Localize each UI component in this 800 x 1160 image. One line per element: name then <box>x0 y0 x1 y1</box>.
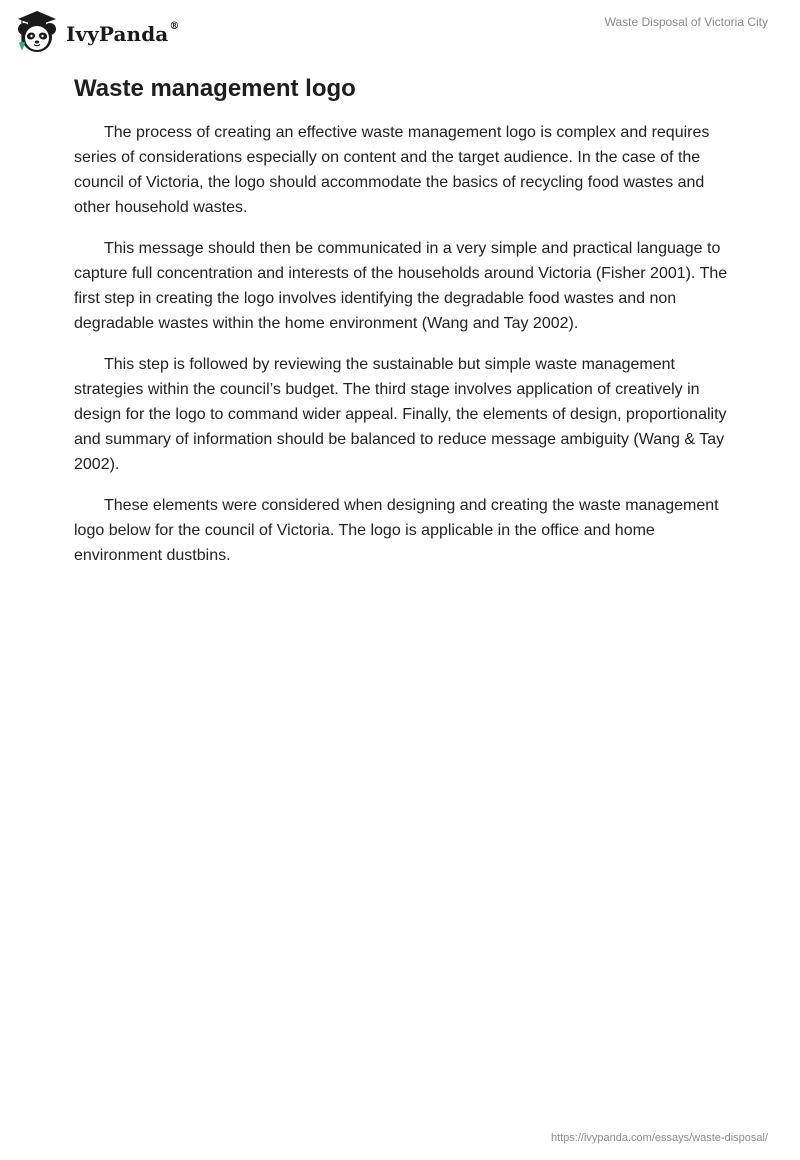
source-url[interactable]: https://ivypanda.com/essays/waste-disposal/ <box>550 1132 768 1144</box>
paragraph: This step is followed by reviewing the sustainable but simple waste management strategies within the council’s budget. The third stage involves application of creatively in design for the logo to command wider appeal. Finally, the elements of design, proportionality and summary of information should be balanced to reduce message ambiguity (Wang & Tay 2002). <box>74 356 727 473</box>
registered-mark: ® <box>169 21 180 33</box>
section-heading: Waste management logo <box>74 75 356 102</box>
article-body <box>74 74 734 584</box>
page-header <box>0 0 800 60</box>
paragraph: This message should then be communicated in a very simple and practical language to capture full concentration and interests of the households around Victoria (Fisher 2001). The first step in creating the logo involves identifying the degradable food wastes and non degradable wastes within the home environment (Wang and Tay 2002). <box>74 240 728 332</box>
paragraph: These elements were considered when designing and creating the waste management logo below for the council of Victoria. The logo is applicable in the office and home environment dustbins. <box>74 497 719 564</box>
brand-name: IvyPanda® <box>66 21 180 46</box>
brand-logo[interactable] <box>14 8 179 56</box>
document-title: Waste Disposal of Victoria City <box>604 15 768 29</box>
paragraph: The process of creating an effective waste management logo is complex and requires series of considerations especially on content and the target audience. In the case of the council of Victoria, the logo should accommodate the basics of recycling food wastes and other household wastes. <box>74 124 710 216</box>
panda-graduation-cap-icon <box>14 9 60 55</box>
